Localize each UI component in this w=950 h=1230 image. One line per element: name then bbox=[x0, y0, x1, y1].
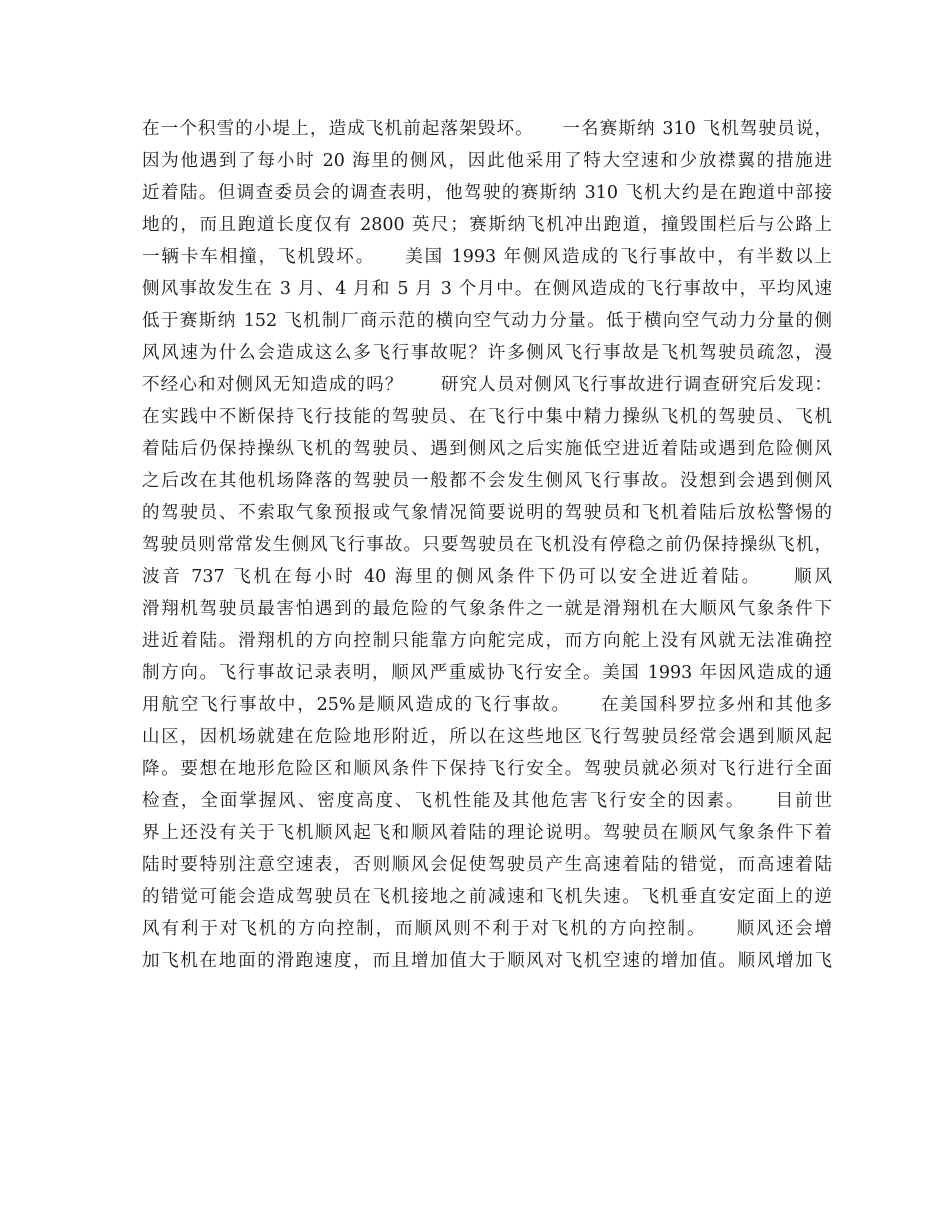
text-line: 进近着陆。滑翔机的方向控制只能靠方向舵完成，而方向舵上没有风就无法准确控 bbox=[142, 631, 832, 651]
text-line: 制方向。飞行事故记录表明，顺风严重威协飞行安全。美国 1993 年因风造成的通 bbox=[142, 663, 832, 683]
text-line: 的错觉可能会造成驾驶员在飞机接地之前减速和飞机失速。飞机垂直安定面上的逆 bbox=[142, 887, 832, 907]
text-line: 低于赛斯纳 152 飞机制厂商示范的横向空气动力分量。低于横向空气动力分量的侧 bbox=[142, 311, 832, 331]
text-line: 一辆卡车相撞，飞机毁坏。 美国 1993 年侧风造成的飞行事故中，有半数以上 bbox=[142, 247, 832, 267]
text-line: 因为他遇到了每小时 20 海里的侧风，因此他采用了特大空速和少放襟翼的措施进 bbox=[142, 151, 832, 171]
text-line: 波音 737 飞机在每小时 40 海里的侧风条件下仍可以安全进近着陆。 顺风 bbox=[142, 567, 832, 587]
text-line: 近着陆。但调查委员会的调查表明，他驾驶的赛斯纳 310 飞机大约是在跑道中部接 bbox=[142, 183, 832, 203]
text-line: 驾驶员则常常发生侧风飞行事故。只要驾驶员在飞机没有停稳之前仍保持操纵飞机， bbox=[142, 535, 832, 555]
text-line: 山区，因机场就建在危险地形附近，所以在这些地区飞行驾驶员经常会遇到顺风起 bbox=[142, 727, 832, 747]
text-line: 检查，全面掌握风、密度高度、飞机性能及其他危害飞行安全的因素。 目前世 bbox=[142, 791, 832, 811]
text-line: 滑翔机驾驶员最害怕遇到的最危险的气象条件之一就是滑翔机在大顺风气象条件下 bbox=[142, 599, 832, 619]
text-line: 不经心和对侧风无知造成的吗？ 研究人员对侧风飞行事故进行调查研究后发现： bbox=[142, 375, 832, 395]
body-text bbox=[142, 113, 832, 977]
text-line: 界上还没有关于飞机顺风起飞和顺风着陆的理论说明。驾驶员在顺风气象条件下着 bbox=[142, 823, 832, 843]
text-line: 的驾驶员、不索取气象预报或气象情况简要说明的驾驶员和飞机着陆后放松警惕的 bbox=[142, 503, 832, 523]
text-line: 用航空飞行事故中，25%是顺风造成的飞行事故。 在美国科罗拉多州和其他多 bbox=[142, 695, 832, 715]
text-line: 着陆后仍保持操纵飞机的驾驶员、遇到侧风之后实施低空进近着陆或遇到危险侧风 bbox=[142, 439, 832, 459]
text-line: 侧风事故发生在 3 月、4 月和 5 月 3 个月中。在侧风造成的飞行事故中，平均风速 bbox=[142, 279, 832, 299]
text-line: 风有利于对飞机的方向控制，而顺风则不利于对飞机的方向控制。 顺风还会增 bbox=[142, 919, 832, 939]
text-line: 地的，而且跑道长度仅有 2800 英尺；赛斯纳飞机冲出跑道，撞毁围栏后与公路上 bbox=[142, 215, 832, 235]
text-line: 陆时要特别注意空速表，否则顺风会促使驾驶员产生高速着陆的错觉，而高速着陆 bbox=[142, 855, 832, 875]
text-line: 在实践中不断保持飞行技能的驾驶员、在飞行中集中精力操纵飞机的驾驶员、飞机 bbox=[142, 407, 832, 427]
text-line: 加飞机在地面的滑跑速度，而且增加值大于顺风对飞机空速的增加值。顺风增加飞 bbox=[142, 951, 832, 971]
text-line: 之后改在其他机场降落的驾驶员一般都不会发生侧风飞行事故。没想到会遇到侧风 bbox=[142, 471, 832, 491]
text-line: 风风速为什么会造成这么多飞行事故呢？许多侧风飞行事故是飞机驾驶员疏忽，漫 bbox=[142, 343, 832, 363]
text-line: 在一个积雪的小堤上，造成飞机前起落架毁坏。 一名赛斯纳 310 飞机驾驶员说， bbox=[142, 119, 832, 139]
text-line: 降。要想在地形危险区和顺风条件下保持飞行安全。驾驶员就必须对飞行进行全面 bbox=[142, 759, 832, 779]
